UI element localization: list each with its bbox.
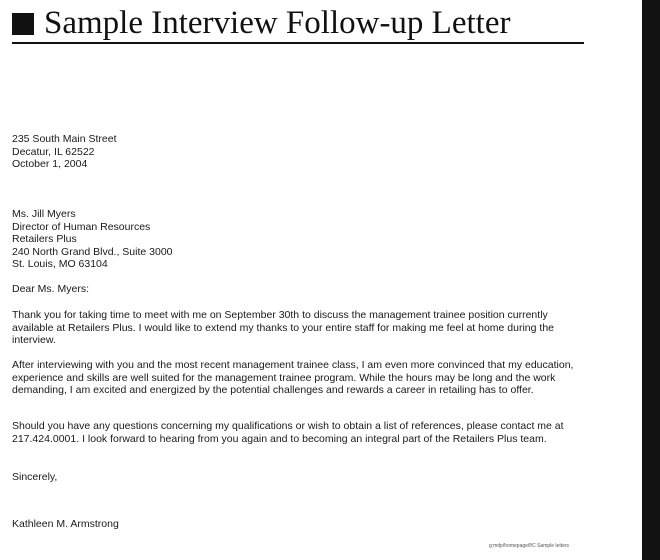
sender-city: Decatur, IL 62522	[12, 145, 95, 158]
sender-address	[12, 133, 116, 171]
square-bullet-icon	[12, 13, 34, 35]
signature-name: Kathleen M. Armstrong	[12, 518, 119, 530]
sender-street: 235 South Main Street	[12, 133, 117, 145]
letter-date: October 1, 2004	[12, 158, 88, 171]
closing: Sincerely,	[12, 471, 58, 483]
body-paragraph-2: After interviewing with you and the most recent management trainee class, I am even more convinced that my education, experience and skills are well suited for the management trainee program. While the hours may be long and the work demanding, I am excited and energized by the potential challenges and rewards a career in retailing has to offer.	[12, 359, 574, 397]
salutation: Dear Ms. Myers:	[12, 283, 90, 295]
footer-file-path: g:mdp/homepage/f/C Sample letters	[489, 543, 570, 549]
title-bar	[12, 4, 584, 44]
right-edge-strip	[642, 0, 660, 560]
body-paragraph-3: Should you have any questions concerning my qualifications or wish to obtain a list of references, please contact me at 217.424.0001. I look forward to hearing from you again and to becoming an integral part of the Retailers Plus team.	[12, 420, 564, 445]
recipient-name: Ms. Jill Myers	[12, 208, 76, 220]
recipient-company: Retailers Plus	[12, 233, 77, 246]
page-title: Sample Interview Follow-up Letter	[44, 5, 511, 41]
recipient-title: Director of Human Resources	[12, 220, 151, 233]
body-paragraph-1: Thank you for taking time to meet with me on September 30th to discuss the management trainee position currently available at Retailers Plus. I would like to extend my thanks to your entire staff for making me feel at home during the interview.	[12, 309, 555, 347]
recipient-address	[12, 208, 173, 271]
recipient-street: 240 North Grand Blvd., Suite 3000	[12, 245, 173, 258]
recipient-city: St. Louis, MO 63104	[12, 258, 108, 271]
